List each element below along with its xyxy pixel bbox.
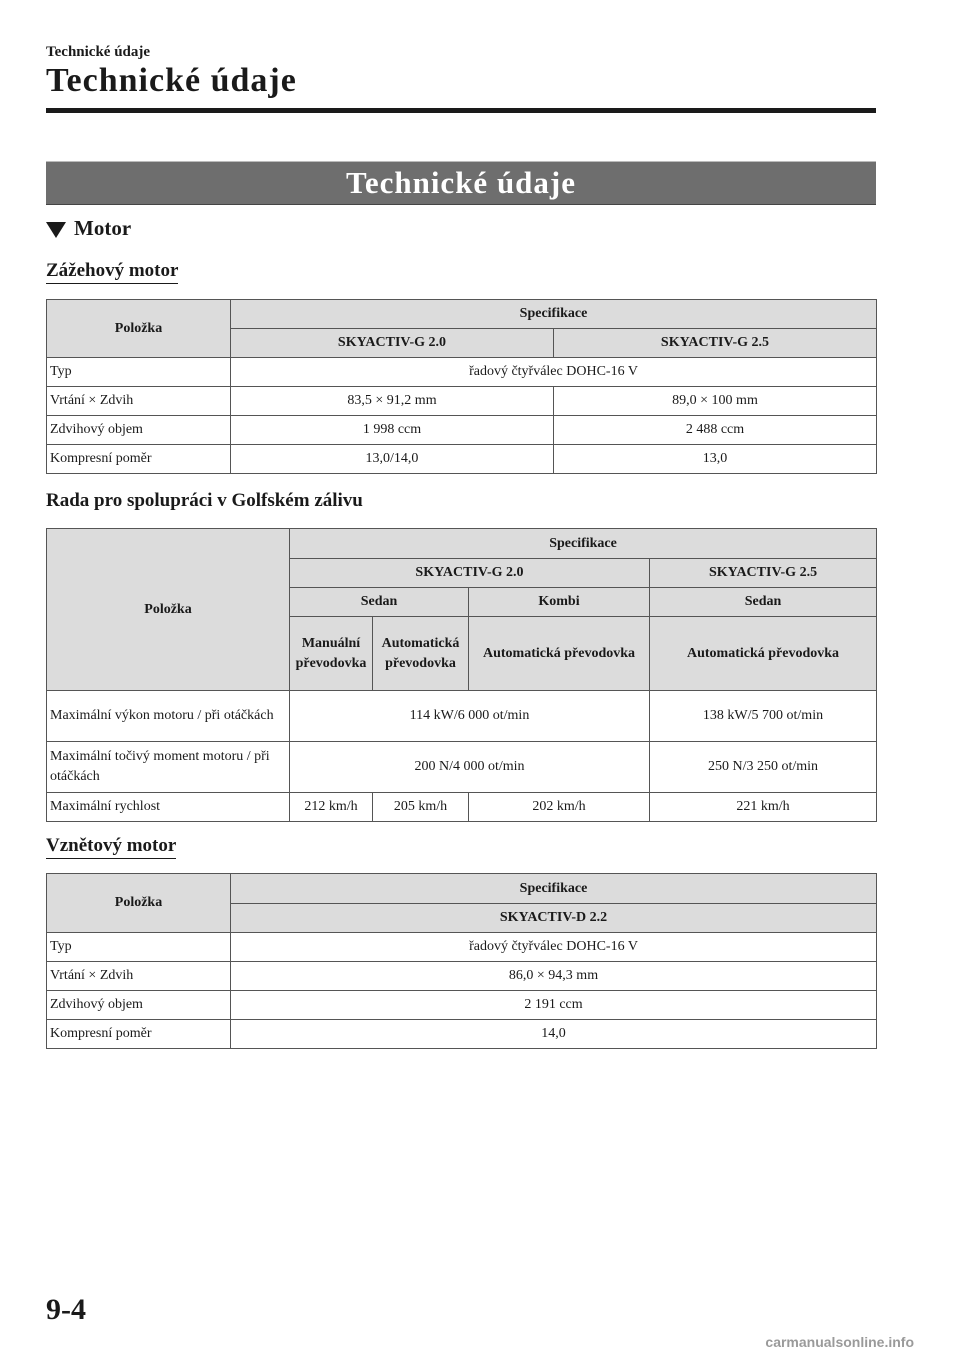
row-value: 200 N/4 000 ot/min <box>290 742 650 793</box>
row-value: 212 km/h <box>290 793 373 822</box>
engine-header: SKYACTIV-G 2.5 <box>650 559 877 588</box>
row-value: 114 kW/6 000 ot/min <box>290 691 650 742</box>
col-spec-header: Specifikace <box>231 874 877 904</box>
row-value: 221 km/h <box>650 793 877 822</box>
diesel-spec-table <box>46 873 877 1049</box>
gcc-spec-table <box>46 528 877 822</box>
row-label: Vrtání × Zdvih <box>47 962 231 991</box>
table-row <box>47 793 877 822</box>
row-value: 14,0 <box>231 1020 877 1049</box>
engine-header: SKYACTIV-G 2.5 <box>554 329 877 358</box>
table-row <box>47 416 877 445</box>
row-value: 83,5 × 91,2 mm <box>231 387 554 416</box>
header-divider <box>46 108 876 113</box>
table-row <box>47 445 877 474</box>
row-value: 2 488 ccm <box>554 416 877 445</box>
table-row <box>47 1020 877 1049</box>
section-banner: Technické údaje <box>46 161 876 205</box>
col-item-header: Položka <box>47 874 231 933</box>
col-spec-header: Specifikace <box>290 529 877 559</box>
row-label: Typ <box>47 358 231 387</box>
transmission-header: Automatická převodovka <box>373 617 469 691</box>
table-row <box>47 991 877 1020</box>
row-label: Kompresní poměr <box>47 1020 231 1049</box>
row-label: Vrtání × Zdvih <box>47 387 231 416</box>
row-label: Maximální rychlost <box>47 793 290 822</box>
section-motor <box>46 216 131 241</box>
triangle-down-icon <box>46 222 66 238</box>
row-value: 250 N/3 250 ot/min <box>650 742 877 793</box>
body-header: Kombi <box>469 588 650 617</box>
col-item-header: Položka <box>47 300 231 358</box>
chapter-title: Technické údaje <box>46 62 297 99</box>
body-header: Sedan <box>650 588 877 617</box>
transmission-header: Automatická převodovka <box>469 617 650 691</box>
table-row <box>47 962 877 991</box>
table-row <box>47 742 877 793</box>
row-value: 202 km/h <box>469 793 650 822</box>
body-header: Sedan <box>290 588 469 617</box>
table-row <box>47 933 877 962</box>
engine-header: SKYACTIV-G 2.0 <box>290 559 650 588</box>
table-row <box>47 387 877 416</box>
transmission-header: Manuální převodovka <box>290 617 373 691</box>
engine-header: SKYACTIV-D 2.2 <box>231 904 877 933</box>
watermark: carmanualsonline.info <box>765 1334 914 1350</box>
engine-header: SKYACTIV-G 2.0 <box>231 329 554 358</box>
row-value: 1 998 ccm <box>231 416 554 445</box>
row-label: Kompresní poměr <box>47 445 231 474</box>
row-value: 13,0 <box>554 445 877 474</box>
row-value: řadový čtyřválec DOHC-16 V <box>231 358 877 387</box>
row-value: 205 km/h <box>373 793 469 822</box>
row-value: 86,0 × 94,3 mm <box>231 962 877 991</box>
col-spec-header: Specifikace <box>231 300 877 329</box>
row-value: 13,0/14,0 <box>231 445 554 474</box>
table-row <box>47 358 877 387</box>
petrol-heading: Zážehový motor <box>46 260 178 284</box>
running-header: Technické údaje <box>46 44 151 60</box>
row-label: Zdvihový objem <box>47 416 231 445</box>
section-title: Motor <box>74 216 132 240</box>
row-value: 138 kW/5 700 ot/min <box>650 691 877 742</box>
row-value: 2 191 ccm <box>231 991 877 1020</box>
col-item-header: Položka <box>47 529 290 691</box>
petrol-spec-table <box>46 299 877 474</box>
row-value: řadový čtyřválec DOHC-16 V <box>231 933 877 962</box>
transmission-header: Automatická převodovka <box>650 617 877 691</box>
row-label: Typ <box>47 933 231 962</box>
gcc-heading: Rada pro spolupráci v Golfském zálivu <box>46 490 363 511</box>
diesel-heading: Vznětový motor <box>46 835 176 859</box>
table-row <box>47 691 877 742</box>
row-label: Zdvihový objem <box>47 991 231 1020</box>
row-value: 89,0 × 100 mm <box>554 387 877 416</box>
page-number: 9-4 <box>46 1293 86 1326</box>
row-label: Maximální výkon motoru / při otáčkách <box>47 691 290 742</box>
row-label: Maximální točivý moment motoru / při otáčkách <box>47 742 290 793</box>
